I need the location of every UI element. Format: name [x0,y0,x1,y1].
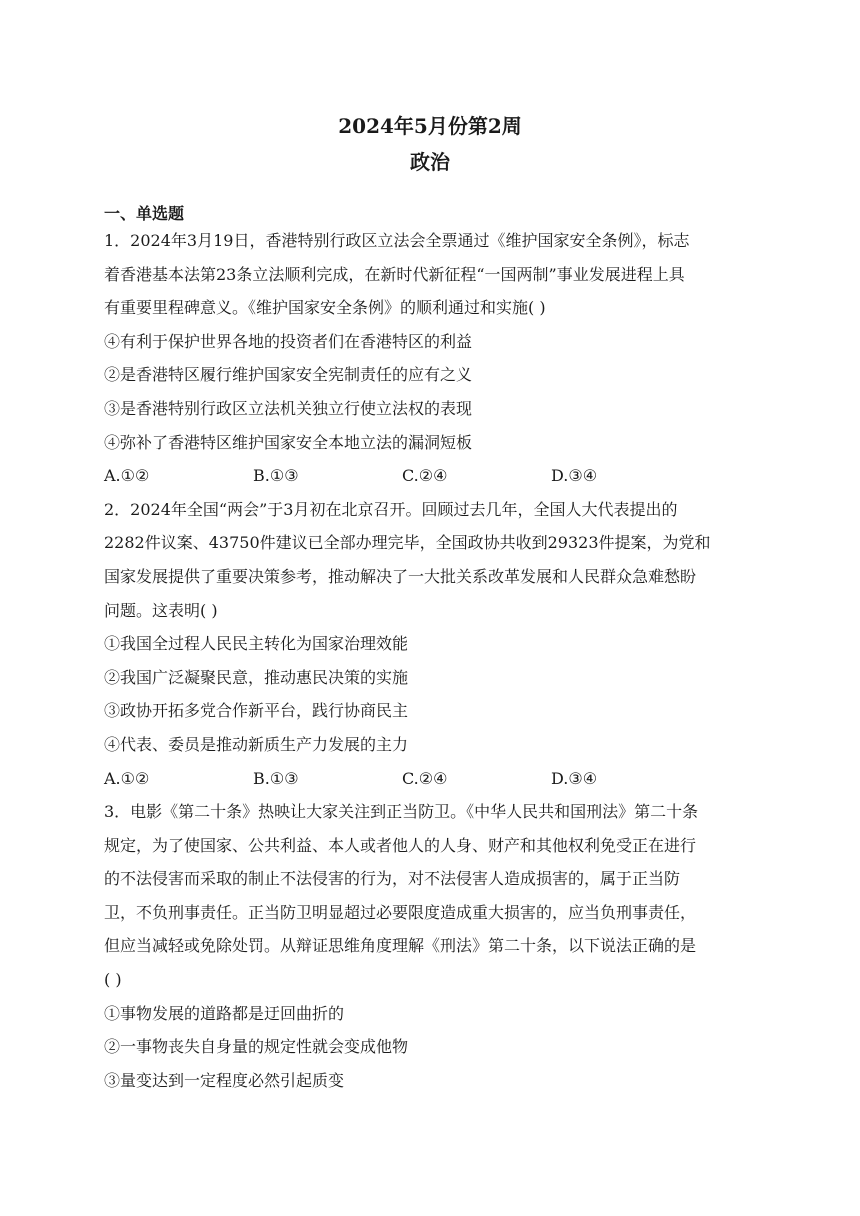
statement-item: ①我国全过程人民民主转化为国家治理效能 [104,634,409,654]
question-stem-line: 的不法侵害而采取的制止不法侵害的行为，对不法侵害人造成损害的，属于正当防 [104,869,681,889]
statement-item: ②是香港特区履行维护国家安全宪制责任的应有之义 [104,365,473,385]
option-a[interactable]: A.①② [104,768,150,788]
question-stem-line: 2282件议案、43750件建议已全部办理完毕，全国政协共收到29323件提案，为党和 [104,533,711,553]
statement-item: ③政协开拓多党合作新平台，践行协商民主 [104,701,409,721]
statement-item: ③是香港特别行政区立法机关独立行使立法权的表现 [104,398,473,418]
question-2 [104,493,760,795]
question-stem-line: 问题。这表明( ) [104,600,218,620]
statement-item: ③量变达到一定程度必然引起质变 [104,1070,345,1090]
question-stem-line: ( ) [104,970,122,990]
answer-options [104,762,760,796]
question-stem-line: 卫，不负刑事责任。正当防卫明显超过必要限度造成重大损害的，应当负刑事责任， [104,902,697,922]
statement-item: ④弥补了香港特区维护国家安全本地立法的漏洞短板 [104,432,473,452]
question-stem-line: 规定，为了使国家、公共利益、本人或者他人的人身、财产和其他权利免受正在进行 [104,835,697,855]
statement-item: ①事物发展的道路都是迂回曲折的 [104,1003,345,1023]
question-stem-line: 2．2024年全国“两会”于3月初在北京召开。回顾过去几年，全国人大代表提出的 [104,499,678,519]
option-b[interactable]: B.①③ [253,466,299,486]
option-c[interactable]: C.②④ [402,466,448,486]
statement-item: ④有利于保护世界各地的投资者们在香港特区的利益 [104,331,473,351]
answer-options [104,459,760,493]
question-stem-line: 但应当减轻或免除处罚。从辩证思维角度理解《刑法》第二十条，以下说法正确的是 [104,936,697,956]
question-3 [104,795,760,1097]
option-b[interactable]: B.①③ [253,768,299,788]
option-c[interactable]: C.②④ [402,768,448,788]
section-heading: 一、单选题 [104,204,185,223]
option-a[interactable]: A.①② [104,466,150,486]
question-stem-line: 1．2024年3月19日，香港特别行政区立法会全票通过《维护国家安全条例》，标志 [104,231,690,250]
statement-item: ④代表、委员是推动新质生产力发展的主力 [104,734,409,754]
option-d[interactable]: D.③④ [551,768,598,788]
document-title: 2024年5月份第2周 [338,114,522,138]
statement-item: ②一事物丧失自身量的规定性就会变成他物 [104,1037,409,1057]
question-stem-line: 3．电影《第二十条》热映让大家关注到正当防卫。《中华人民共和国刑法》第二十条 [104,802,699,822]
subject-title: 政治 [410,150,450,174]
question-stem-line: 有重要里程碑意义。《维护国家安全条例》的顺利通过和实施( ) [104,298,546,318]
question-1 [104,224,760,493]
statement-item: ②我国广泛凝聚民意，推动惠民决策的实施 [104,667,409,687]
question-content [104,204,760,1097]
question-stem-line: 着香港基本法第23条立法顺利完成，在新时代新征程“一国两制”事业发展进程上具 [104,264,685,284]
option-d[interactable]: D.③④ [551,466,598,486]
question-stem-line: 国家发展提供了重要决策参考，推动解决了一大批关系改革发展和人民群众急难愁盼 [104,566,697,586]
